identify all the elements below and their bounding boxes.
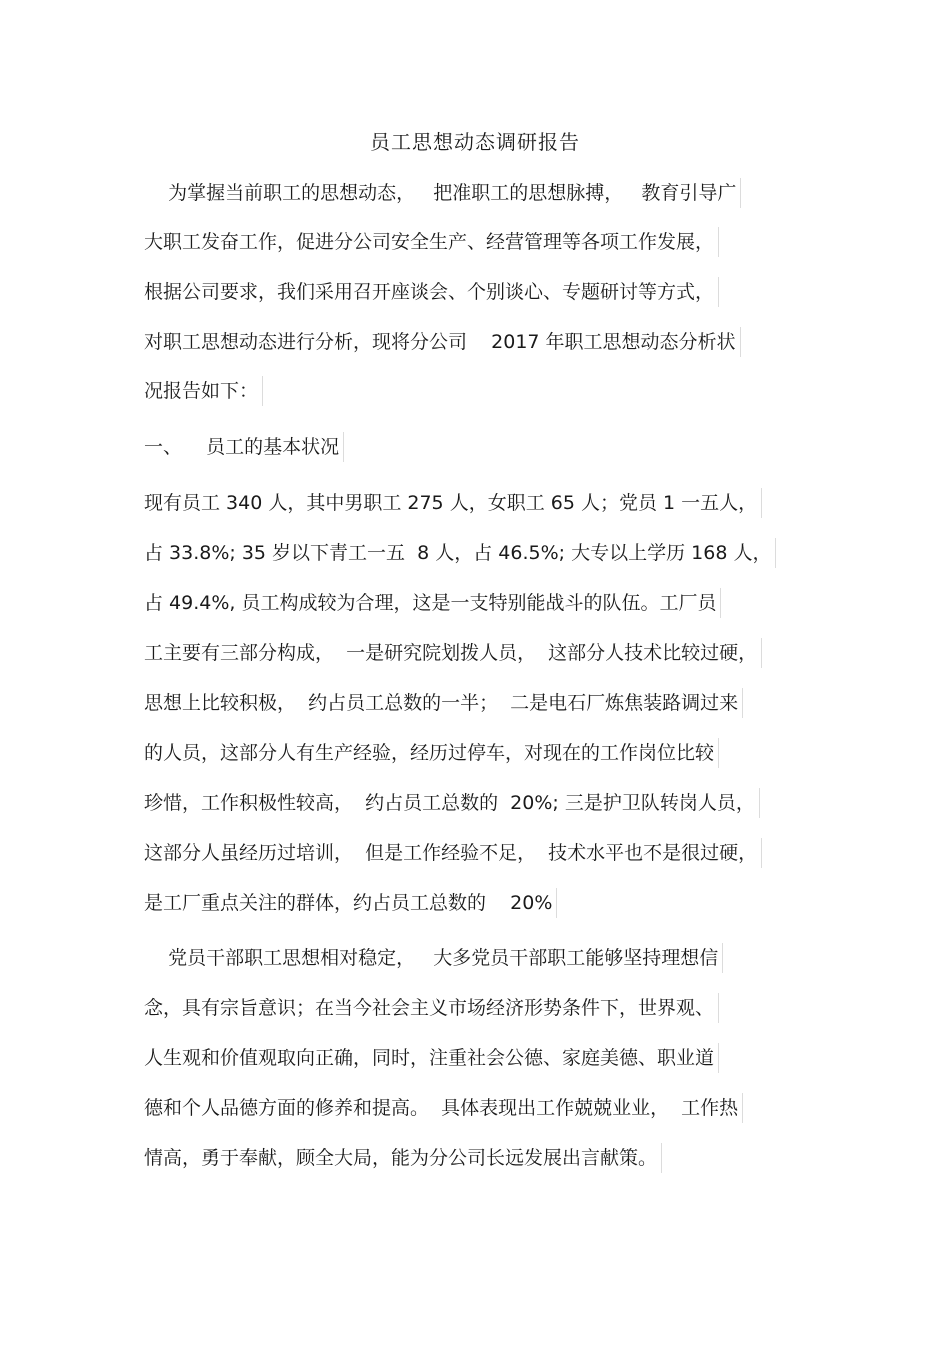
paragraph-line: 党员干部职工思想相对稳定， 大多党员干部职工能够坚持理想信 [144,943,723,973]
paragraph-line: 是工厂重点关注的群体，约占员工总数的 20% [144,888,557,918]
paragraph-line: 的人员，这部分人有生产经验，经历过停车，对现在的工作岗位比较 [144,738,719,768]
paragraph-line: 这部分人虽经历过培训， 但是工作经验不足， 技术水平也不是很过硬， [144,838,762,868]
paragraph-line: 珍惜，工作积极性较高， 约占员工总数的 20%; 三是护卫队转岗人员， [144,788,760,818]
paragraph-line: 为掌握当前职工的思想动态， 把准职工的思想脉搏， 教育引导广 [144,178,741,208]
paragraph-line: 人生观和价值观取向正确，同时，注重社会公德、家庭美德、职业道 [144,1043,719,1073]
paragraph-line: 占 49.4%, 员工构成较为合理，这是一支特别能战斗的队伍。工厂员 [144,588,721,618]
paragraph-line: 念，具有宗旨意识；在当今社会主义市场经济形势条件下，世界观、 [144,993,719,1023]
paragraph-line: 根据公司要求，我们采用召开座谈会、个别谈心、专题研讨等方式， [144,277,719,307]
paragraph-line: 大职工发奋工作，促进分公司安全生产、经营管理等各项工作发展， [144,227,719,257]
paragraph-line: 工主要有三部分构成， 一是研究院划拨人员， 这部分人技术比较过硬， [144,638,762,668]
document-title: 员工思想动态调研报告 [370,130,580,154]
paragraph-line: 德和个人品德方面的修养和提高。 具体表现出工作兢兢业业， 工作热 [144,1093,743,1123]
paragraph-line: 情高，勇于奉献，顾全大局，能为分公司长远发展出言献策。 [144,1143,662,1173]
paragraph-line: 对职工思想动态进行分析，现将分公司 2017 年职工思想动态分析状 [144,327,741,357]
paragraph-line: 思想上比较积极， 约占员工总数的一半； 二是电石厂炼焦装路调过来 [144,688,743,718]
paragraph-line: 现有员工 340 人，其中男职工 275 人，女职工 65 人；党员 1 一五人， [144,488,762,518]
section-heading: 一、 员工的基本状况 [144,432,344,462]
paragraph-line: 况报告如下： [144,376,263,406]
paragraph-line: 占 33.8%; 35 岁以下青工一五 8 人，占 46.5%; 大专以上学历 168 人， [144,538,776,568]
